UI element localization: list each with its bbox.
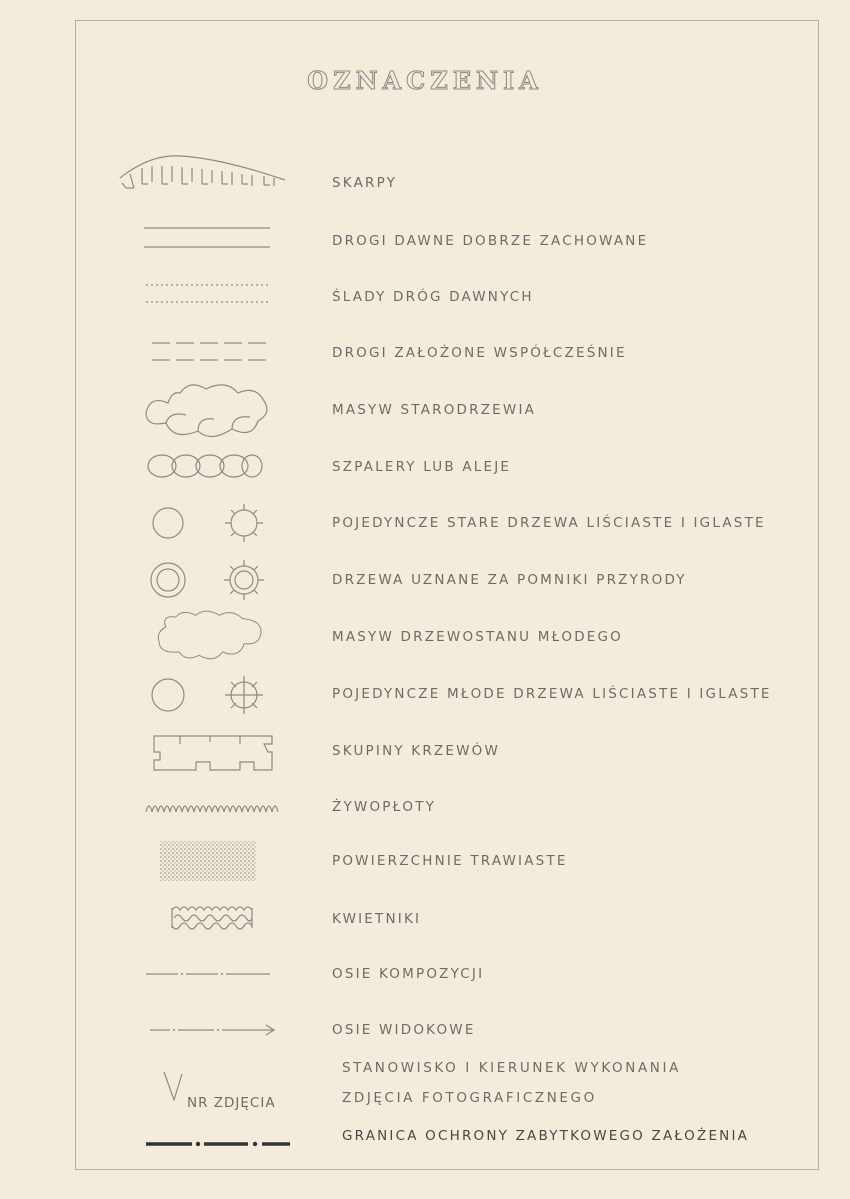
legend-label-grass: POWIERZCHNIE TRAWIASTE bbox=[332, 853, 568, 869]
modern-road-symbol-icon bbox=[140, 328, 290, 378]
old-tree-mass-symbol-icon bbox=[140, 385, 290, 435]
grass-surface-symbol-icon bbox=[140, 836, 290, 886]
legend-row-composition-axes bbox=[140, 949, 820, 999]
legend-row-monument-trees bbox=[140, 555, 820, 605]
legend-row-hedges bbox=[140, 782, 820, 832]
legend-label-boundary: GRANICA OCHRONY ZABYTKOWEGO ZAŁOŻENIA bbox=[342, 1128, 750, 1144]
monument-trees-symbol-icon bbox=[140, 555, 290, 605]
legend-row-young-tree-mass bbox=[140, 612, 820, 662]
legend-label-composition-axes: OSIE KOMPOZYCJI bbox=[332, 966, 485, 982]
legend-row-modern-roads bbox=[140, 328, 820, 378]
legend-label-young-tree-mass: MASYW DRZEWOSTANU MŁODEGO bbox=[332, 629, 624, 645]
legend-row-grass bbox=[140, 836, 820, 886]
legend-label-old-tree-mass: MASYW STARODRZEWIA bbox=[332, 402, 537, 418]
legend-row-view-axes bbox=[140, 1005, 820, 1055]
legend-row-old-roads bbox=[140, 216, 820, 266]
tree-row-alley-symbol-icon bbox=[140, 442, 290, 492]
single-young-trees-symbol-icon bbox=[140, 669, 290, 719]
legend-label-monument-trees: DRZEWA UZNANE ZA POMNIKI PRZYRODY bbox=[332, 572, 687, 588]
protection-boundary-symbol-icon bbox=[140, 1116, 290, 1166]
legend-label-flowerbeds: KWIETNIKI bbox=[332, 911, 422, 927]
legend-label-modern-roads: DROGI ZAŁOŻONE WSPÓŁCZEŚNIE bbox=[332, 345, 627, 361]
legend-label-scarps: SKARPY bbox=[332, 175, 398, 191]
old-road-traces-symbol-icon bbox=[140, 272, 290, 322]
legend-label-road-traces: ŚLADY DRÓG DAWNYCH bbox=[332, 289, 534, 305]
legend-row-flowerbeds bbox=[140, 894, 820, 944]
photo-station-symbol-text: NR ZDJĘCIA bbox=[187, 1095, 276, 1111]
legend-row-scarps bbox=[140, 158, 820, 208]
legend-row-boundary bbox=[140, 1116, 820, 1166]
road-well-preserved-symbol-icon bbox=[140, 216, 290, 266]
view-axis-symbol-icon bbox=[140, 1005, 290, 1055]
legend-row-road-traces bbox=[140, 272, 820, 322]
hedge-symbol-icon bbox=[140, 782, 290, 832]
legend-label-single-old-trees: POJEDYNCZE STARE DRZEWA LIŚCIASTE I IGLASTE bbox=[332, 515, 766, 531]
legend-label-photo-line1: STANOWISKO I KIERUNEK WYKONANIA bbox=[342, 1060, 681, 1076]
single-old-trees-symbol-icon bbox=[140, 498, 290, 548]
legend-label-old-roads: DROGI DAWNE DOBRZE ZACHOWANE bbox=[332, 233, 649, 249]
legend-label-single-young-trees: POJEDYNCZE MŁODE DRZEWA LIŚCIASTE I IGLASTE bbox=[332, 686, 772, 702]
legend-row-single-young-trees bbox=[140, 669, 820, 719]
legend-label-view-axes: OSIE WIDOKOWE bbox=[332, 1022, 476, 1038]
legend-label-photo-line2: ZDJĘCIA FOTOGRAFICZNEGO bbox=[342, 1090, 597, 1106]
legend-label-alleys: SZPALERY LUB ALEJE bbox=[332, 459, 512, 475]
legend-row-old-tree-mass bbox=[140, 385, 820, 435]
legend-row-single-old-trees bbox=[140, 498, 820, 548]
legend-row-shrub-groups bbox=[140, 726, 820, 776]
young-forest-mass-symbol-icon bbox=[140, 612, 290, 662]
legend-row-alleys bbox=[140, 442, 820, 492]
legend-title: OZNACZENIA bbox=[307, 66, 543, 95]
shrub-group-symbol-icon bbox=[140, 726, 290, 776]
flowerbed-symbol-icon bbox=[140, 894, 290, 944]
legend-label-shrub-groups: SKUPINY KRZEWÓW bbox=[332, 743, 501, 759]
composition-axis-symbol-icon bbox=[140, 949, 290, 999]
legend-label-hedges: ŻYWOPŁOTY bbox=[332, 799, 437, 815]
scarp-symbol-icon bbox=[140, 158, 290, 208]
